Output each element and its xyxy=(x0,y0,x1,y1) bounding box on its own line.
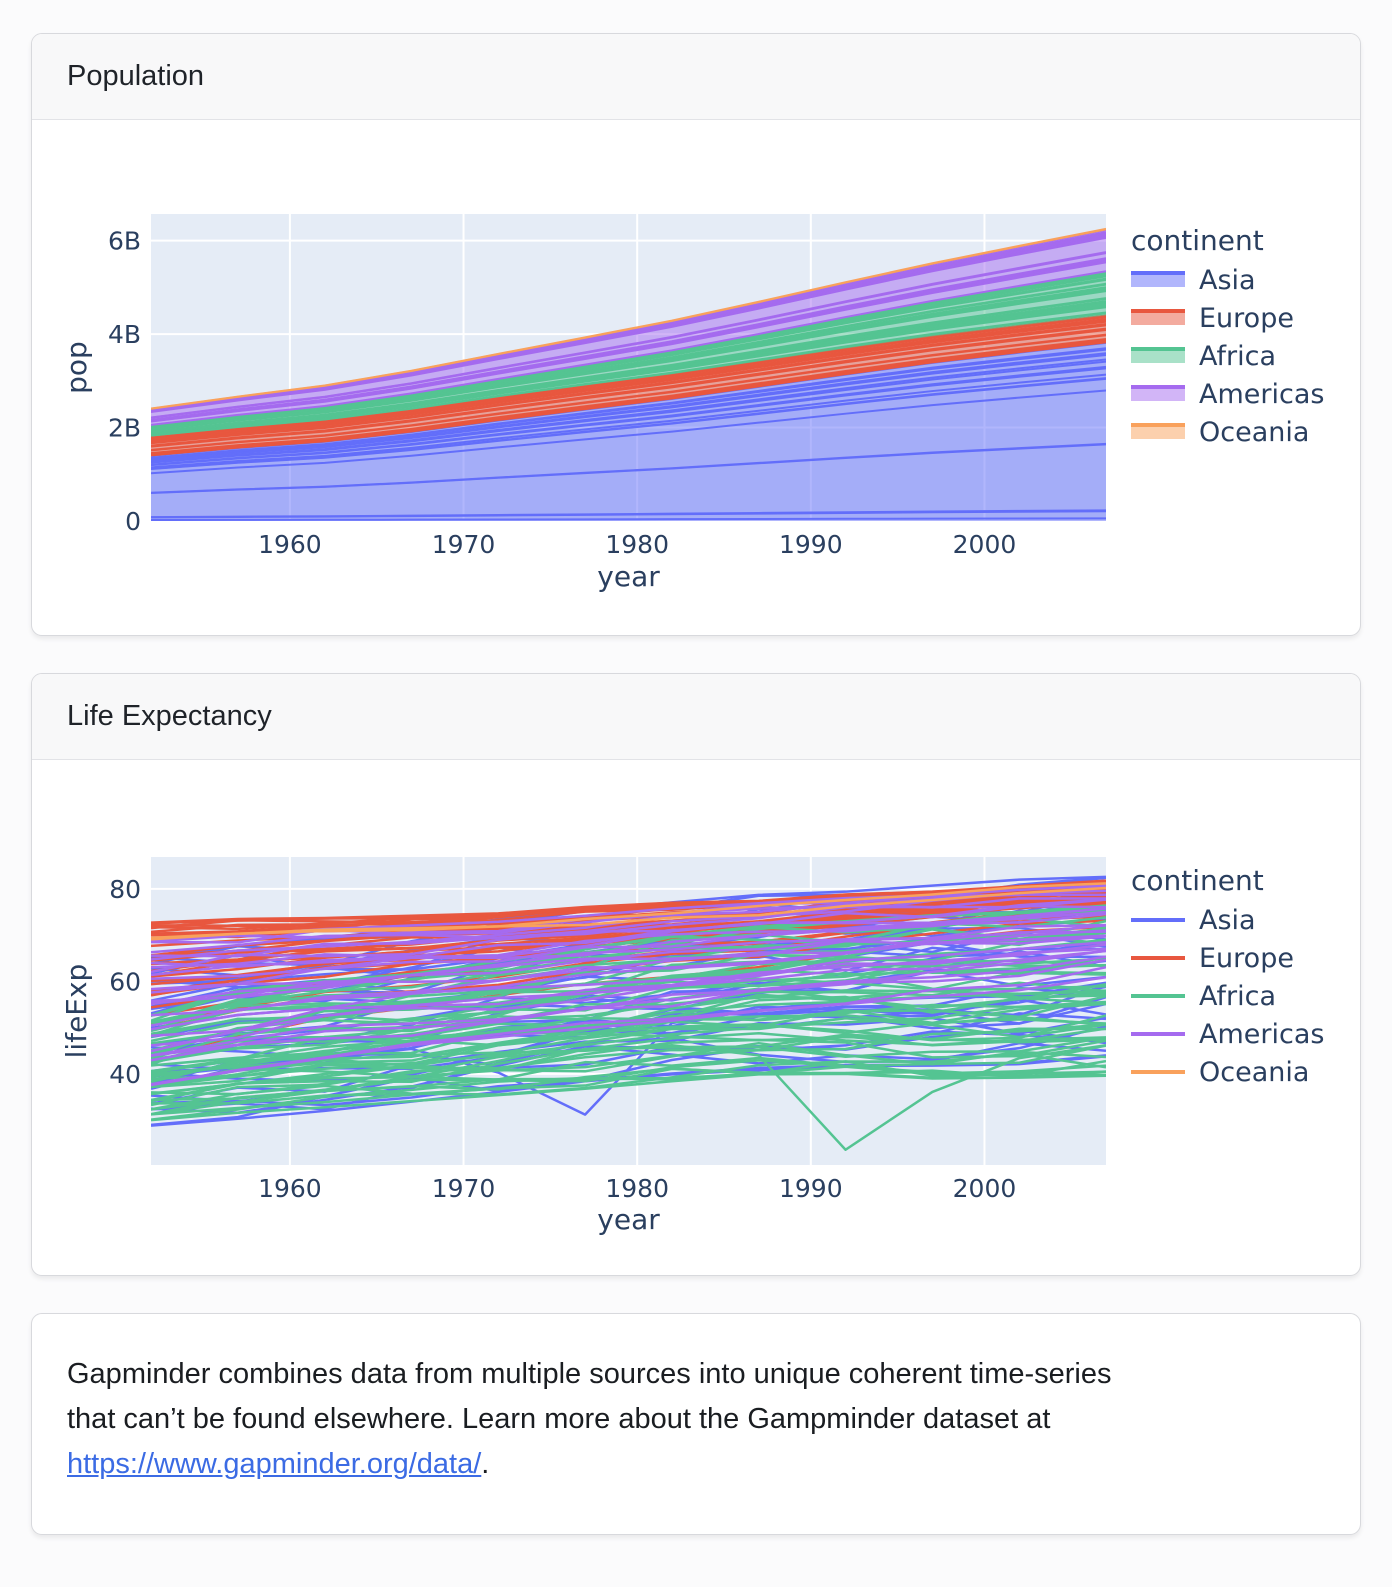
legend-label: Europe xyxy=(1199,303,1294,334)
life-expectancy-card xyxy=(31,673,1361,1276)
x-axis-title: year xyxy=(597,1203,660,1236)
population-card xyxy=(31,33,1361,636)
description-text xyxy=(32,1314,1360,1534)
legend-entry-asia[interactable] xyxy=(1131,265,1256,296)
x-tick-label: 1960 xyxy=(258,530,322,559)
legend-label: Europe xyxy=(1199,943,1294,974)
x-tick-label: 1970 xyxy=(431,530,496,559)
y-axis-title: pop xyxy=(60,341,93,394)
x-axis-title: year xyxy=(597,560,660,593)
legend-entry-americas[interactable] xyxy=(1131,379,1324,410)
y-tick-label: 2B xyxy=(107,413,141,443)
y-tick-label: 6B xyxy=(107,226,141,256)
legend-label: Oceania xyxy=(1199,1057,1310,1088)
description-line-2: that can’t be found elsewhere. Learn more about the Gampminder dataset at xyxy=(67,1403,1051,1436)
legend-entry-africa[interactable] xyxy=(1131,341,1276,372)
legend-entry-africa[interactable] xyxy=(1131,981,1276,1012)
y-tick-label: 40 xyxy=(109,1059,141,1089)
legend-label: Asia xyxy=(1199,905,1256,936)
legend-entry-europe[interactable] xyxy=(1131,303,1294,334)
y-tick-label: 4B xyxy=(107,320,141,350)
life-expectancy-chart-canvas[interactable] xyxy=(32,760,1361,1275)
legend-entry-oceania[interactable] xyxy=(1131,1057,1309,1088)
y-tick-label: 60 xyxy=(109,967,141,997)
x-tick-label: 2000 xyxy=(952,1174,1017,1203)
population-chart-canvas[interactable] xyxy=(32,120,1361,635)
legend-title: continent xyxy=(1131,224,1264,257)
legend-title: continent xyxy=(1131,864,1264,897)
legend-label: Asia xyxy=(1199,265,1256,296)
legend-entry-oceania[interactable] xyxy=(1131,417,1309,448)
life-expectancy-card-title: Life Expectancy xyxy=(67,700,272,732)
x-tick-label: 1990 xyxy=(779,530,843,559)
legend-entry-europe[interactable] xyxy=(1131,943,1294,974)
life-expectancy-card-body xyxy=(32,760,1360,1275)
legend-label: Africa xyxy=(1199,341,1277,372)
description-line-1: Gapminder combines data from multiple sources into unique coherent time-series xyxy=(67,1358,1112,1390)
legend-entry-americas[interactable] xyxy=(1131,1019,1324,1050)
x-tick-label: 1970 xyxy=(431,1174,496,1203)
population-card-header xyxy=(32,34,1360,120)
legend-label: Americas xyxy=(1199,379,1325,410)
description-card xyxy=(31,1313,1361,1535)
population-card-title: Population xyxy=(67,60,205,92)
description-period: . xyxy=(481,1448,490,1481)
x-tick-label: 2000 xyxy=(952,530,1017,559)
x-tick-label: 1960 xyxy=(258,1174,322,1203)
legend-label: Africa xyxy=(1199,981,1277,1012)
y-axis-title: lifeExp xyxy=(60,963,93,1059)
y-tick-label: 80 xyxy=(109,874,141,904)
legend-label: Americas xyxy=(1199,1019,1325,1050)
life-expectancy-card-header xyxy=(32,674,1360,760)
x-tick-label: 1980 xyxy=(605,530,669,559)
x-tick-label: 1980 xyxy=(605,1174,669,1203)
y-tick-label: 0 xyxy=(125,507,141,536)
x-tick-label: 1990 xyxy=(779,1174,843,1203)
gapminder-link[interactable]: https://www.gapminder.org/data/ xyxy=(67,1448,482,1481)
population-card-body xyxy=(32,120,1360,635)
legend-entry-asia[interactable] xyxy=(1131,905,1256,936)
legend-label: Oceania xyxy=(1199,417,1310,448)
